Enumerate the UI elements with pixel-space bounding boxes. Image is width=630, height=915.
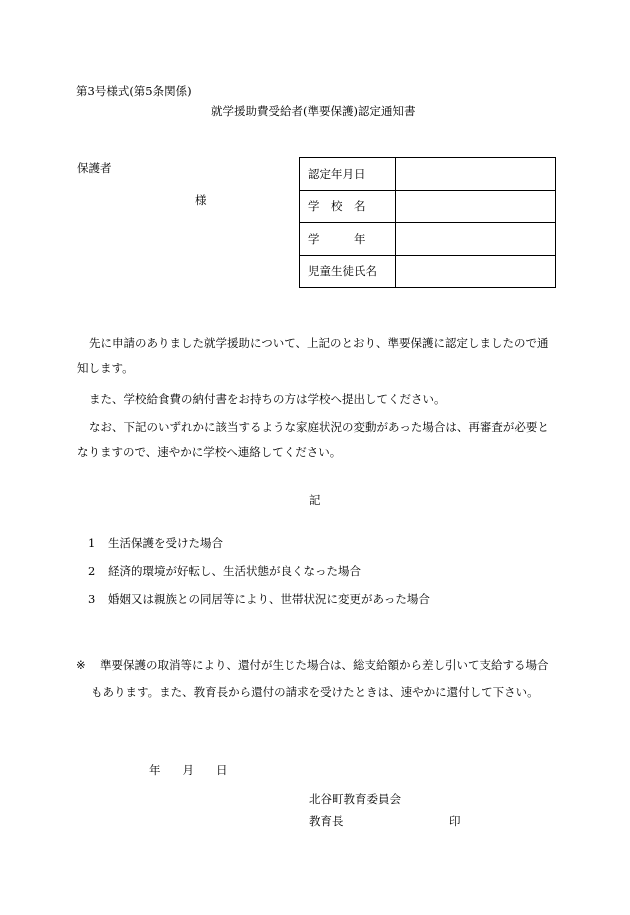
form-number: 第3号様式(第5条関係) xyxy=(76,84,192,98)
row-label-student-name: 児童生徒氏名 xyxy=(300,255,396,288)
date-month: 月 xyxy=(182,763,194,777)
list-item-text: 経済的環境が好転し、生活状態が良くなった場合 xyxy=(108,564,361,578)
list-item xyxy=(88,535,223,551)
body-paragraph-certification: 先に申請のありました就学援助について、上記のとおり、準要保護に認定しましたので通知します。 xyxy=(77,336,549,375)
list-item xyxy=(88,563,361,579)
list-item xyxy=(88,591,430,607)
table-row xyxy=(300,255,556,288)
note-text: 準要保護の取消等により、還付が生じた場合は、総支給額から差し引いて支給する場合もあります。また、教育長から還付の請求を受けたときは、速やかに還付して下さい。 xyxy=(91,658,549,699)
row-label-grade: 学 年 xyxy=(300,223,396,256)
list-item-number: 3 xyxy=(88,592,96,606)
certification-info-table xyxy=(299,157,556,288)
honorific-sama: 様 xyxy=(195,193,207,207)
board-of-education-name: 北谷町教育委員会 xyxy=(309,792,401,806)
guardian-label: 保護者 xyxy=(77,161,112,175)
body-paragraph-lunch-fee: また、学校給食費の納付書をお持ちの方は学校へ提出してください。 xyxy=(89,392,446,406)
superintendent-label: 教育長 xyxy=(309,814,344,828)
row-value-school-name xyxy=(395,190,555,223)
row-label-school-name: 学 校 名 xyxy=(300,190,396,223)
row-value-certification-date xyxy=(395,158,555,191)
table-row xyxy=(300,190,556,223)
date-day: 日 xyxy=(216,763,228,777)
table-row xyxy=(300,223,556,256)
note-mark: ※ xyxy=(76,658,86,672)
ki-heading: 記 xyxy=(309,493,321,507)
table-row xyxy=(300,158,556,191)
list-item-number: 1 xyxy=(88,536,96,550)
body-paragraph-change-notice: なお、下記のいずれかに該当するような家庭状況の変動があった場合は、再審査が必要となりますので、速やかに学校へ連絡してください。 xyxy=(77,420,549,459)
row-value-student-name xyxy=(395,255,555,288)
list-item-text: 婚姻又は親族との同居等により、世帯状況に変更があった場合 xyxy=(108,592,430,606)
seal-mark: 印 xyxy=(449,814,461,828)
date-line xyxy=(149,762,228,778)
document-title: 就学援助費受給者(準要保護)認定通知書 xyxy=(211,104,416,118)
list-item-text: 生活保護を受けた場合 xyxy=(108,536,223,550)
row-label-certification-date: 認定年月日 xyxy=(300,158,396,191)
date-year: 年 xyxy=(149,763,161,777)
row-value-grade xyxy=(395,223,555,256)
list-item-number: 2 xyxy=(88,564,96,578)
